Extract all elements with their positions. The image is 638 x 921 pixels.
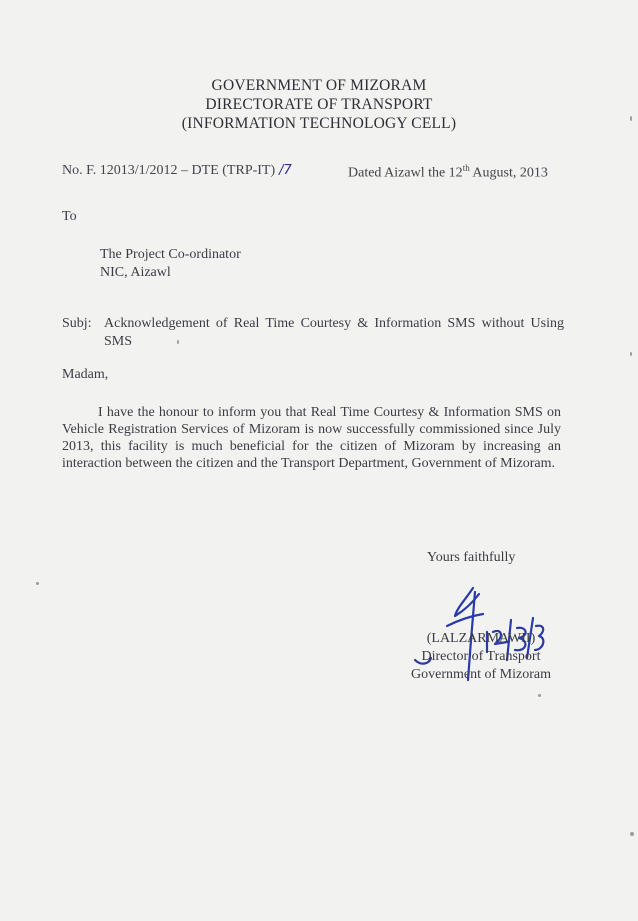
signatory-organisation: Government of Mizoram [411,667,551,682]
signatory-block [386,630,576,684]
speck-mark [538,694,541,697]
letterhead [0,76,638,133]
addressee-title: The Project Co-ordinator [100,247,241,262]
letter-date [348,163,548,182]
addressee-block [100,246,241,282]
to-label: To [62,209,77,224]
letterhead-directorate: DIRECTORATE OF TRANSPORT [205,96,433,113]
signatory-name: (LALZARMAWII) [426,631,536,646]
speck-mark [177,340,179,344]
subject-label: Subj: [62,316,92,331]
speck-mark [630,116,632,121]
signatory-designation: Director of Transport [421,649,541,664]
date-prefix: Dated Aizawl the 12 [348,165,463,181]
handwritten-reference-suffix: /7 [279,163,292,178]
speck-mark [630,832,634,836]
speck-mark [36,582,39,585]
date-suffix: August, 2013 [469,165,548,181]
salutation: Madam, [62,367,109,382]
body-paragraph: I have the honour to inform you that Real Time Courtesy & Information SMS on Vehicle Registration Services of Mizoram is now successfully commissioned since July 2013, this facility is much beneficial for the citizen of Mizoram by increasing an interaction between the citizen and the Transport Department, Government of Mizoram. [62,405,561,471]
subject-text: Acknowledgement of Real Time Courtesy & Information SMS without Using SMS [104,316,564,349]
closing: Yours faithfully [427,550,516,565]
reference-number: No. F. 12013/1/2012 – DTE (TRP-IT) [62,163,276,178]
reference-number-wrap [62,163,292,179]
letterhead-government: GOVERNMENT OF MIZORAM [211,77,427,94]
speck-mark [630,352,632,356]
letterhead-cell: (INFORMATION TECHNOLOGY CELL) [181,115,457,132]
addressee-org: NIC, Aizawl [100,265,171,280]
date-ordinal: th [462,163,470,173]
